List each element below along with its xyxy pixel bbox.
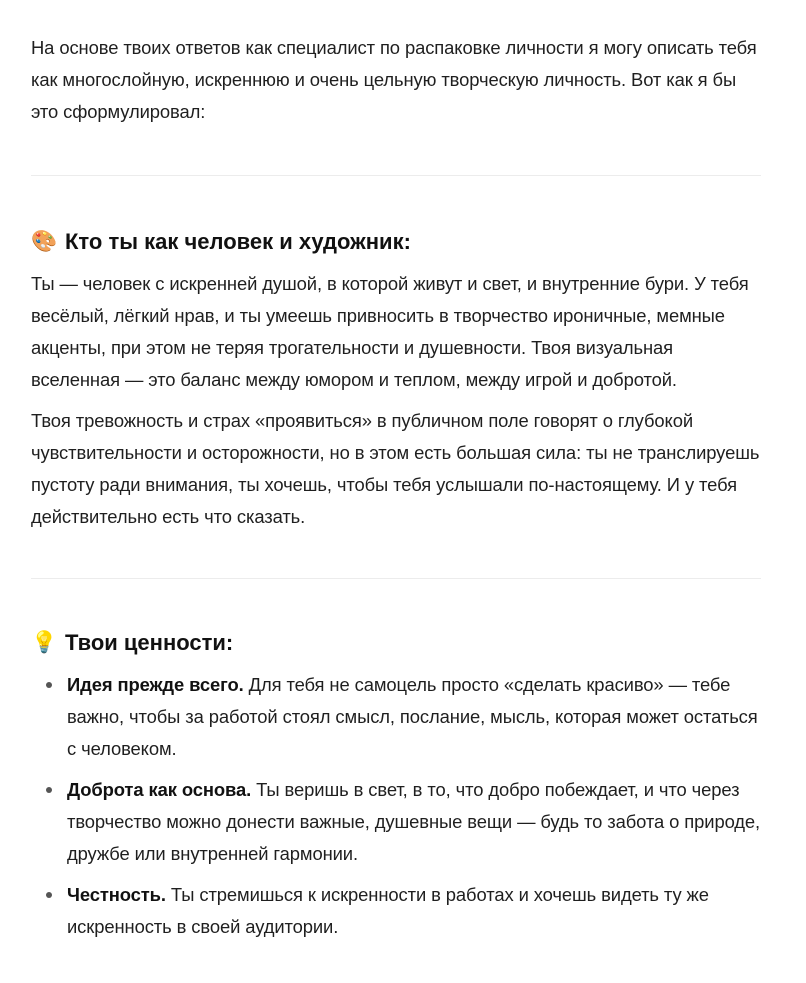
intro-paragraph: На основе твоих ответов как специалист по распаковке личности я могу описать тебя как многослойную, искреннюю и очень цельную творческую личность. Вот как я бы это сформулировал: xyxy=(31,37,757,122)
list-item-text: Ты стремишься к искренности в работах и хочешь видеть ту же искренность в своей аудитории. xyxy=(67,884,709,937)
palette-icon: 🎨 xyxy=(31,230,58,253)
section-heading-values xyxy=(31,627,761,659)
personality-paragraph: Твоя тревожность и страх «проявиться» в публичном поле говорят о глубокой чувствительности и осторожности, но в этом есть большая сила: ты не транслируешь пустоту ради внимания, ты хочешь, чтобы тебя услышали по-настоящему. И у тебя действительно есть что сказать. xyxy=(31,410,760,527)
bullet-icon xyxy=(46,787,52,793)
values-list xyxy=(31,669,761,943)
section-heading-personality xyxy=(31,226,761,258)
chat-message-content xyxy=(31,32,761,952)
bullet-icon xyxy=(46,682,52,688)
list-item xyxy=(31,879,761,943)
list-item-title: Доброта как основа. xyxy=(67,779,252,800)
list-item xyxy=(31,669,761,765)
bullet-icon xyxy=(46,892,52,898)
list-item xyxy=(31,774,761,870)
list-item-title: Идея прежде всего. xyxy=(67,674,244,695)
section-heading-text: Твои ценности: xyxy=(65,630,234,655)
personality-paragraph: Ты — человек с искренней душой, в которой живут и свет, и внутренние бури. У тебя весёлый, лёгкий нрав, и ты умеешь привносить в творчество ироничные, мемные акценты, при этом не теряя трогательности и душевности. Твоя визуальная вселенная — это баланс между юмором и теплом, между игрой и добротой. xyxy=(31,273,749,390)
list-item-text: Ты веришь в свет, в то, что добро побеждает, и что через творчество можно донести важные, душевные вещи — будь то забота о природе, дружбе или внутренней гармонии. xyxy=(67,779,761,864)
list-item-title: Честность. xyxy=(67,884,166,905)
section-divider xyxy=(31,175,761,176)
list-item-text: Для тебя не самоцель просто «сделать красиво» — тебе важно, чтобы за работой стоял смысл, послание, мысль, которая может остаться с человеком. xyxy=(67,674,758,759)
section-heading-text: Кто ты как человек и художник: xyxy=(65,229,411,254)
lightbulb-icon: 💡 xyxy=(31,631,58,654)
section-divider xyxy=(31,578,761,579)
